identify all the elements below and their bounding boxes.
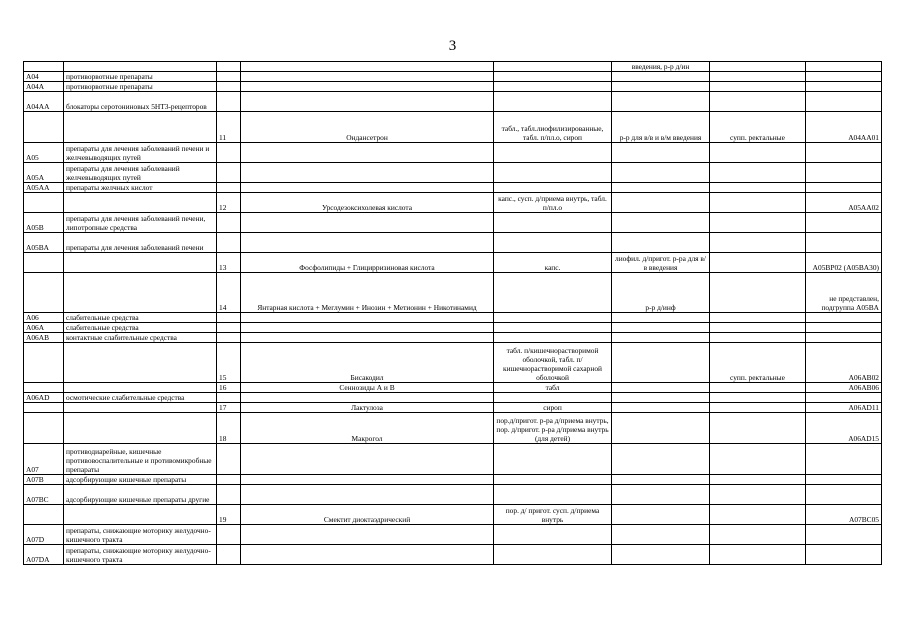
dosage-form-cell bbox=[494, 475, 612, 485]
atc-code-cell: A07 bbox=[24, 444, 64, 475]
drug-name-cell bbox=[241, 233, 494, 253]
group-name-cell: препараты для лечения заболеваний печени, липотропные средства bbox=[64, 213, 217, 233]
dosage-form-cell: сироп bbox=[494, 403, 612, 413]
dosage-form-cell bbox=[494, 333, 612, 343]
drug-name-cell bbox=[241, 213, 494, 233]
table-row bbox=[24, 233, 882, 253]
row-number-cell bbox=[217, 82, 241, 92]
atc-ref-cell bbox=[806, 92, 882, 112]
table-row bbox=[24, 485, 882, 505]
table-row bbox=[24, 163, 882, 183]
dosage-form-cell bbox=[494, 163, 612, 183]
atc-code-cell: A05BA bbox=[24, 233, 64, 253]
drug-name-cell bbox=[241, 525, 494, 545]
injection-form-cell bbox=[612, 213, 710, 233]
row-number-cell bbox=[217, 163, 241, 183]
atc-code-cell: A07D bbox=[24, 525, 64, 545]
row-number-cell: 19 bbox=[217, 505, 241, 525]
row-number-cell bbox=[217, 92, 241, 112]
group-name-cell bbox=[64, 112, 217, 143]
table-row bbox=[24, 62, 882, 72]
atc-ref-cell bbox=[806, 143, 882, 163]
injection-form-cell bbox=[612, 82, 710, 92]
atc-ref-cell: A06AB06 bbox=[806, 383, 882, 393]
table-row bbox=[24, 143, 882, 163]
drug-name-cell: Лактулоза bbox=[241, 403, 494, 413]
other-form-cell bbox=[710, 273, 806, 313]
drug-name-cell bbox=[241, 72, 494, 82]
drug-name-cell bbox=[241, 323, 494, 333]
atc-code-cell: A05AA bbox=[24, 183, 64, 193]
group-name-cell bbox=[64, 193, 217, 213]
group-name-cell: препараты для лечения заболеваний печени и желчевыводящих путей bbox=[64, 143, 217, 163]
drug-name-cell: Ондансетрон bbox=[241, 112, 494, 143]
row-number-cell: 17 bbox=[217, 403, 241, 413]
atc-ref-cell: A05AA02 bbox=[806, 193, 882, 213]
atc-code-cell bbox=[24, 383, 64, 393]
table-row bbox=[24, 313, 882, 323]
injection-form-cell bbox=[612, 323, 710, 333]
other-form-cell: супп. ректальные bbox=[710, 112, 806, 143]
table-row bbox=[24, 475, 882, 485]
atc-code-cell: A04 bbox=[24, 72, 64, 82]
row-number-cell bbox=[217, 525, 241, 545]
group-name-cell bbox=[64, 403, 217, 413]
atc-code-cell bbox=[24, 413, 64, 444]
atc-ref-cell bbox=[806, 233, 882, 253]
atc-ref-cell bbox=[806, 72, 882, 82]
atc-code-cell: A05 bbox=[24, 143, 64, 163]
atc-ref-cell: не представлен, подгруппа A05BA bbox=[806, 273, 882, 313]
other-form-cell bbox=[710, 323, 806, 333]
group-name-cell: противодиарейные, кишечные противовоспалительные и противомикробные препараты bbox=[64, 444, 217, 475]
table-row bbox=[24, 343, 882, 383]
row-number-cell: 14 bbox=[217, 273, 241, 313]
row-number-cell bbox=[217, 485, 241, 505]
row-number-cell bbox=[217, 72, 241, 82]
injection-form-cell bbox=[612, 413, 710, 444]
atc-code-cell bbox=[24, 112, 64, 143]
other-form-cell bbox=[710, 62, 806, 72]
row-number-cell bbox=[217, 183, 241, 193]
drug-name-cell: Бисакодил bbox=[241, 343, 494, 383]
other-form-cell bbox=[710, 92, 806, 112]
table-row bbox=[24, 403, 882, 413]
other-form-cell bbox=[710, 72, 806, 82]
row-number-cell: 18 bbox=[217, 413, 241, 444]
injection-form-cell bbox=[612, 383, 710, 393]
injection-form-cell: р-р для в/в и в/м введения bbox=[612, 112, 710, 143]
drug-name-cell: Янтарная кислота + Меглумин + Инозин + Метионин + Никотинамид bbox=[241, 273, 494, 313]
group-name-cell: слабительные средства bbox=[64, 323, 217, 333]
atc-ref-cell bbox=[806, 545, 882, 565]
injection-form-cell bbox=[612, 72, 710, 82]
group-name-cell bbox=[64, 505, 217, 525]
injection-form-cell bbox=[612, 525, 710, 545]
injection-form-cell bbox=[612, 183, 710, 193]
injection-form-cell bbox=[612, 193, 710, 213]
drug-name-cell bbox=[241, 475, 494, 485]
drug-name-cell bbox=[241, 545, 494, 565]
other-form-cell bbox=[710, 143, 806, 163]
dosage-form-cell: пор.д/пригот. р-ра д/приема внутрь, пор. д/пригот. р-ра д/приема внутрь (для детей) bbox=[494, 413, 612, 444]
atc-code-cell bbox=[24, 505, 64, 525]
group-name-cell bbox=[64, 413, 217, 444]
other-form-cell bbox=[710, 213, 806, 233]
other-form-cell bbox=[710, 393, 806, 403]
group-name-cell bbox=[64, 383, 217, 393]
drug-name-cell bbox=[241, 393, 494, 403]
row-number-cell bbox=[217, 213, 241, 233]
table-row bbox=[24, 323, 882, 333]
table-row bbox=[24, 505, 882, 525]
table-row bbox=[24, 253, 882, 273]
row-number-cell bbox=[217, 62, 241, 72]
atc-code-cell bbox=[24, 253, 64, 273]
group-name-cell bbox=[64, 62, 217, 72]
dosage-form-cell bbox=[494, 72, 612, 82]
drug-name-cell bbox=[241, 92, 494, 112]
row-number-cell: 16 bbox=[217, 383, 241, 393]
atc-code-cell: A07BC bbox=[24, 485, 64, 505]
table-row bbox=[24, 393, 882, 403]
drug-name-cell: Макрогол bbox=[241, 413, 494, 444]
drug-name-cell: Урсодезоксихолевая кислота bbox=[241, 193, 494, 213]
dosage-form-cell: табл. п/кишечнорастворимой оболочкой, табл. п/кишечнорастворимой сахарной оболочкой bbox=[494, 343, 612, 383]
group-name-cell bbox=[64, 253, 217, 273]
atc-code-cell: A06 bbox=[24, 313, 64, 323]
row-number-cell: 11 bbox=[217, 112, 241, 143]
drug-name-cell bbox=[241, 183, 494, 193]
dosage-form-cell bbox=[494, 525, 612, 545]
atc-code-cell: A07B bbox=[24, 475, 64, 485]
drug-name-cell bbox=[241, 313, 494, 323]
other-form-cell bbox=[710, 413, 806, 444]
drug-name-cell: Фосфолипиды + Глицирризиновая кислота bbox=[241, 253, 494, 273]
row-number-cell: 13 bbox=[217, 253, 241, 273]
drug-name-cell bbox=[241, 444, 494, 475]
atc-ref-cell bbox=[806, 475, 882, 485]
atc-ref-cell bbox=[806, 323, 882, 333]
injection-form-cell bbox=[612, 92, 710, 112]
other-form-cell bbox=[710, 253, 806, 273]
table-row bbox=[24, 213, 882, 233]
atc-ref-cell bbox=[806, 393, 882, 403]
atc-code-cell bbox=[24, 62, 64, 72]
atc-ref-cell: A06AB02 bbox=[806, 343, 882, 383]
dosage-form-cell bbox=[494, 444, 612, 475]
atc-ref-cell bbox=[806, 333, 882, 343]
dosage-form-cell bbox=[494, 62, 612, 72]
table-row bbox=[24, 525, 882, 545]
injection-form-cell bbox=[612, 444, 710, 475]
atc-ref-cell bbox=[806, 525, 882, 545]
atc-ref-cell bbox=[806, 183, 882, 193]
dosage-form-cell: капс., сусп. д/приема внутрь, табл. п/пл.о bbox=[494, 193, 612, 213]
atc-ref-cell bbox=[806, 62, 882, 72]
atc-code-cell: A07DA bbox=[24, 545, 64, 565]
other-form-cell bbox=[710, 383, 806, 393]
other-form-cell: супп. ректальные bbox=[710, 343, 806, 383]
dosage-form-cell: пор. д/ пригот. сусп. д/приема внутрь bbox=[494, 505, 612, 525]
atc-code-cell bbox=[24, 193, 64, 213]
group-name-cell: препараты желчных кислот bbox=[64, 183, 217, 193]
other-form-cell bbox=[710, 545, 806, 565]
injection-form-cell bbox=[612, 343, 710, 383]
injection-form-cell: лиофил. д/пригот. р-ра для в/в введения bbox=[612, 253, 710, 273]
row-number-cell bbox=[217, 323, 241, 333]
table-row bbox=[24, 193, 882, 213]
atc-code-cell bbox=[24, 403, 64, 413]
group-name-cell: препараты, снижающие моторику желудочно-кишечного тракта bbox=[64, 525, 217, 545]
other-form-cell bbox=[710, 313, 806, 323]
row-number-cell: 15 bbox=[217, 343, 241, 383]
row-number-cell bbox=[217, 393, 241, 403]
atc-ref-cell bbox=[806, 485, 882, 505]
injection-form-cell bbox=[612, 313, 710, 323]
atc-code-cell: A05B bbox=[24, 213, 64, 233]
other-form-cell bbox=[710, 183, 806, 193]
atc-code-cell bbox=[24, 343, 64, 383]
row-number-cell bbox=[217, 143, 241, 163]
atc-code-cell: A06AD bbox=[24, 393, 64, 403]
table-row bbox=[24, 333, 882, 343]
atc-ref-cell bbox=[806, 213, 882, 233]
group-name-cell bbox=[64, 273, 217, 313]
row-number-cell bbox=[217, 333, 241, 343]
atc-ref-cell: A05BP02 (A05BA30) bbox=[806, 253, 882, 273]
atc-ref-cell: A07BC05 bbox=[806, 505, 882, 525]
dosage-form-cell bbox=[494, 92, 612, 112]
dosage-form-cell bbox=[494, 273, 612, 313]
row-number-cell bbox=[217, 545, 241, 565]
atc-code-cell bbox=[24, 273, 64, 313]
other-form-cell bbox=[710, 475, 806, 485]
drug-name-cell bbox=[241, 62, 494, 72]
atc-code-cell: A04AA bbox=[24, 92, 64, 112]
dosage-form-cell bbox=[494, 82, 612, 92]
other-form-cell bbox=[710, 333, 806, 343]
drug-name-cell bbox=[241, 163, 494, 183]
atc-ref-cell bbox=[806, 313, 882, 323]
injection-form-cell bbox=[612, 233, 710, 253]
group-name-cell: противорвотные препараты bbox=[64, 82, 217, 92]
dosage-form-cell bbox=[494, 545, 612, 565]
injection-form-cell: р-р д/инф bbox=[612, 273, 710, 313]
injection-form-cell bbox=[612, 403, 710, 413]
atc-code-cell: A05A bbox=[24, 163, 64, 183]
injection-form-cell bbox=[612, 505, 710, 525]
table-row bbox=[24, 413, 882, 444]
atc-ref-cell bbox=[806, 444, 882, 475]
atc-ref-cell bbox=[806, 163, 882, 183]
group-name-cell: адсорбирующие кишечные препараты другие bbox=[64, 485, 217, 505]
atc-ref-cell bbox=[806, 82, 882, 92]
group-name-cell bbox=[64, 343, 217, 383]
table-row bbox=[24, 383, 882, 393]
page-number: 3 bbox=[448, 38, 457, 54]
table-row bbox=[24, 72, 882, 82]
atc-code-cell: A06A bbox=[24, 323, 64, 333]
atc-ref-cell: A06AD15 bbox=[806, 413, 882, 444]
table-row bbox=[24, 273, 882, 313]
other-form-cell bbox=[710, 163, 806, 183]
dosage-form-cell: капс. bbox=[494, 253, 612, 273]
group-name-cell: препараты для лечения заболеваний печени bbox=[64, 233, 217, 253]
other-form-cell bbox=[710, 233, 806, 253]
atc-code-cell: A06AB bbox=[24, 333, 64, 343]
injection-form-cell bbox=[612, 333, 710, 343]
injection-form-cell bbox=[612, 545, 710, 565]
row-number-cell bbox=[217, 233, 241, 253]
drug-name-cell bbox=[241, 485, 494, 505]
dosage-form-cell bbox=[494, 393, 612, 403]
injection-form-cell bbox=[612, 475, 710, 485]
injection-form-cell bbox=[612, 143, 710, 163]
table-row bbox=[24, 92, 882, 112]
other-form-cell bbox=[710, 82, 806, 92]
dosage-form-cell bbox=[494, 323, 612, 333]
table-row bbox=[24, 444, 882, 475]
other-form-cell bbox=[710, 485, 806, 505]
atc-ref-cell: A06AD11 bbox=[806, 403, 882, 413]
drug-name-cell bbox=[241, 143, 494, 163]
other-form-cell bbox=[710, 525, 806, 545]
dosage-form-cell bbox=[494, 213, 612, 233]
drug-name-cell bbox=[241, 82, 494, 92]
other-form-cell bbox=[710, 505, 806, 525]
group-name-cell: контактные слабительные средства bbox=[64, 333, 217, 343]
other-form-cell bbox=[710, 444, 806, 475]
row-number-cell bbox=[217, 313, 241, 323]
table-row bbox=[24, 183, 882, 193]
dosage-form-cell bbox=[494, 233, 612, 253]
drug-name-cell: Смектит диоктаэдрический bbox=[241, 505, 494, 525]
group-name-cell: препараты, снижающие моторику желудочно-кишечного тракта bbox=[64, 545, 217, 565]
group-name-cell: слабительные средства bbox=[64, 313, 217, 323]
drug-name-cell: Сеннозиды А и В bbox=[241, 383, 494, 393]
row-number-cell bbox=[217, 475, 241, 485]
dosage-form-cell: табл bbox=[494, 383, 612, 393]
group-name-cell: блокаторы серотониновых 5НТ3-рецепторов bbox=[64, 92, 217, 112]
other-form-cell bbox=[710, 193, 806, 213]
group-name-cell: препараты для лечения заболеваний желчевыводящих путей bbox=[64, 163, 217, 183]
drug-list-table bbox=[23, 61, 882, 565]
dosage-form-cell bbox=[494, 183, 612, 193]
dosage-form-cell bbox=[494, 485, 612, 505]
row-number-cell: 12 bbox=[217, 193, 241, 213]
row-number-cell bbox=[217, 444, 241, 475]
atc-code-cell: A04A bbox=[24, 82, 64, 92]
group-name-cell: противорвотные препараты bbox=[64, 72, 217, 82]
injection-form-cell bbox=[612, 485, 710, 505]
dosage-form-cell bbox=[494, 143, 612, 163]
injection-form-cell bbox=[612, 163, 710, 183]
dosage-form-cell bbox=[494, 313, 612, 323]
group-name-cell: осмотические слабительные средства bbox=[64, 393, 217, 403]
table-row bbox=[24, 112, 882, 143]
atc-ref-cell: A04AA01 bbox=[806, 112, 882, 143]
other-form-cell bbox=[710, 403, 806, 413]
drug-name-cell bbox=[241, 333, 494, 343]
group-name-cell: адсорбирующие кишечные препараты bbox=[64, 475, 217, 485]
injection-form-cell: введения, р-р д/ин bbox=[612, 62, 710, 72]
dosage-form-cell: табл., табл.лиофилизированные, табл. п/пл.о, сироп bbox=[494, 112, 612, 143]
table-row bbox=[24, 82, 882, 92]
table-row bbox=[24, 545, 882, 565]
injection-form-cell bbox=[612, 393, 710, 403]
